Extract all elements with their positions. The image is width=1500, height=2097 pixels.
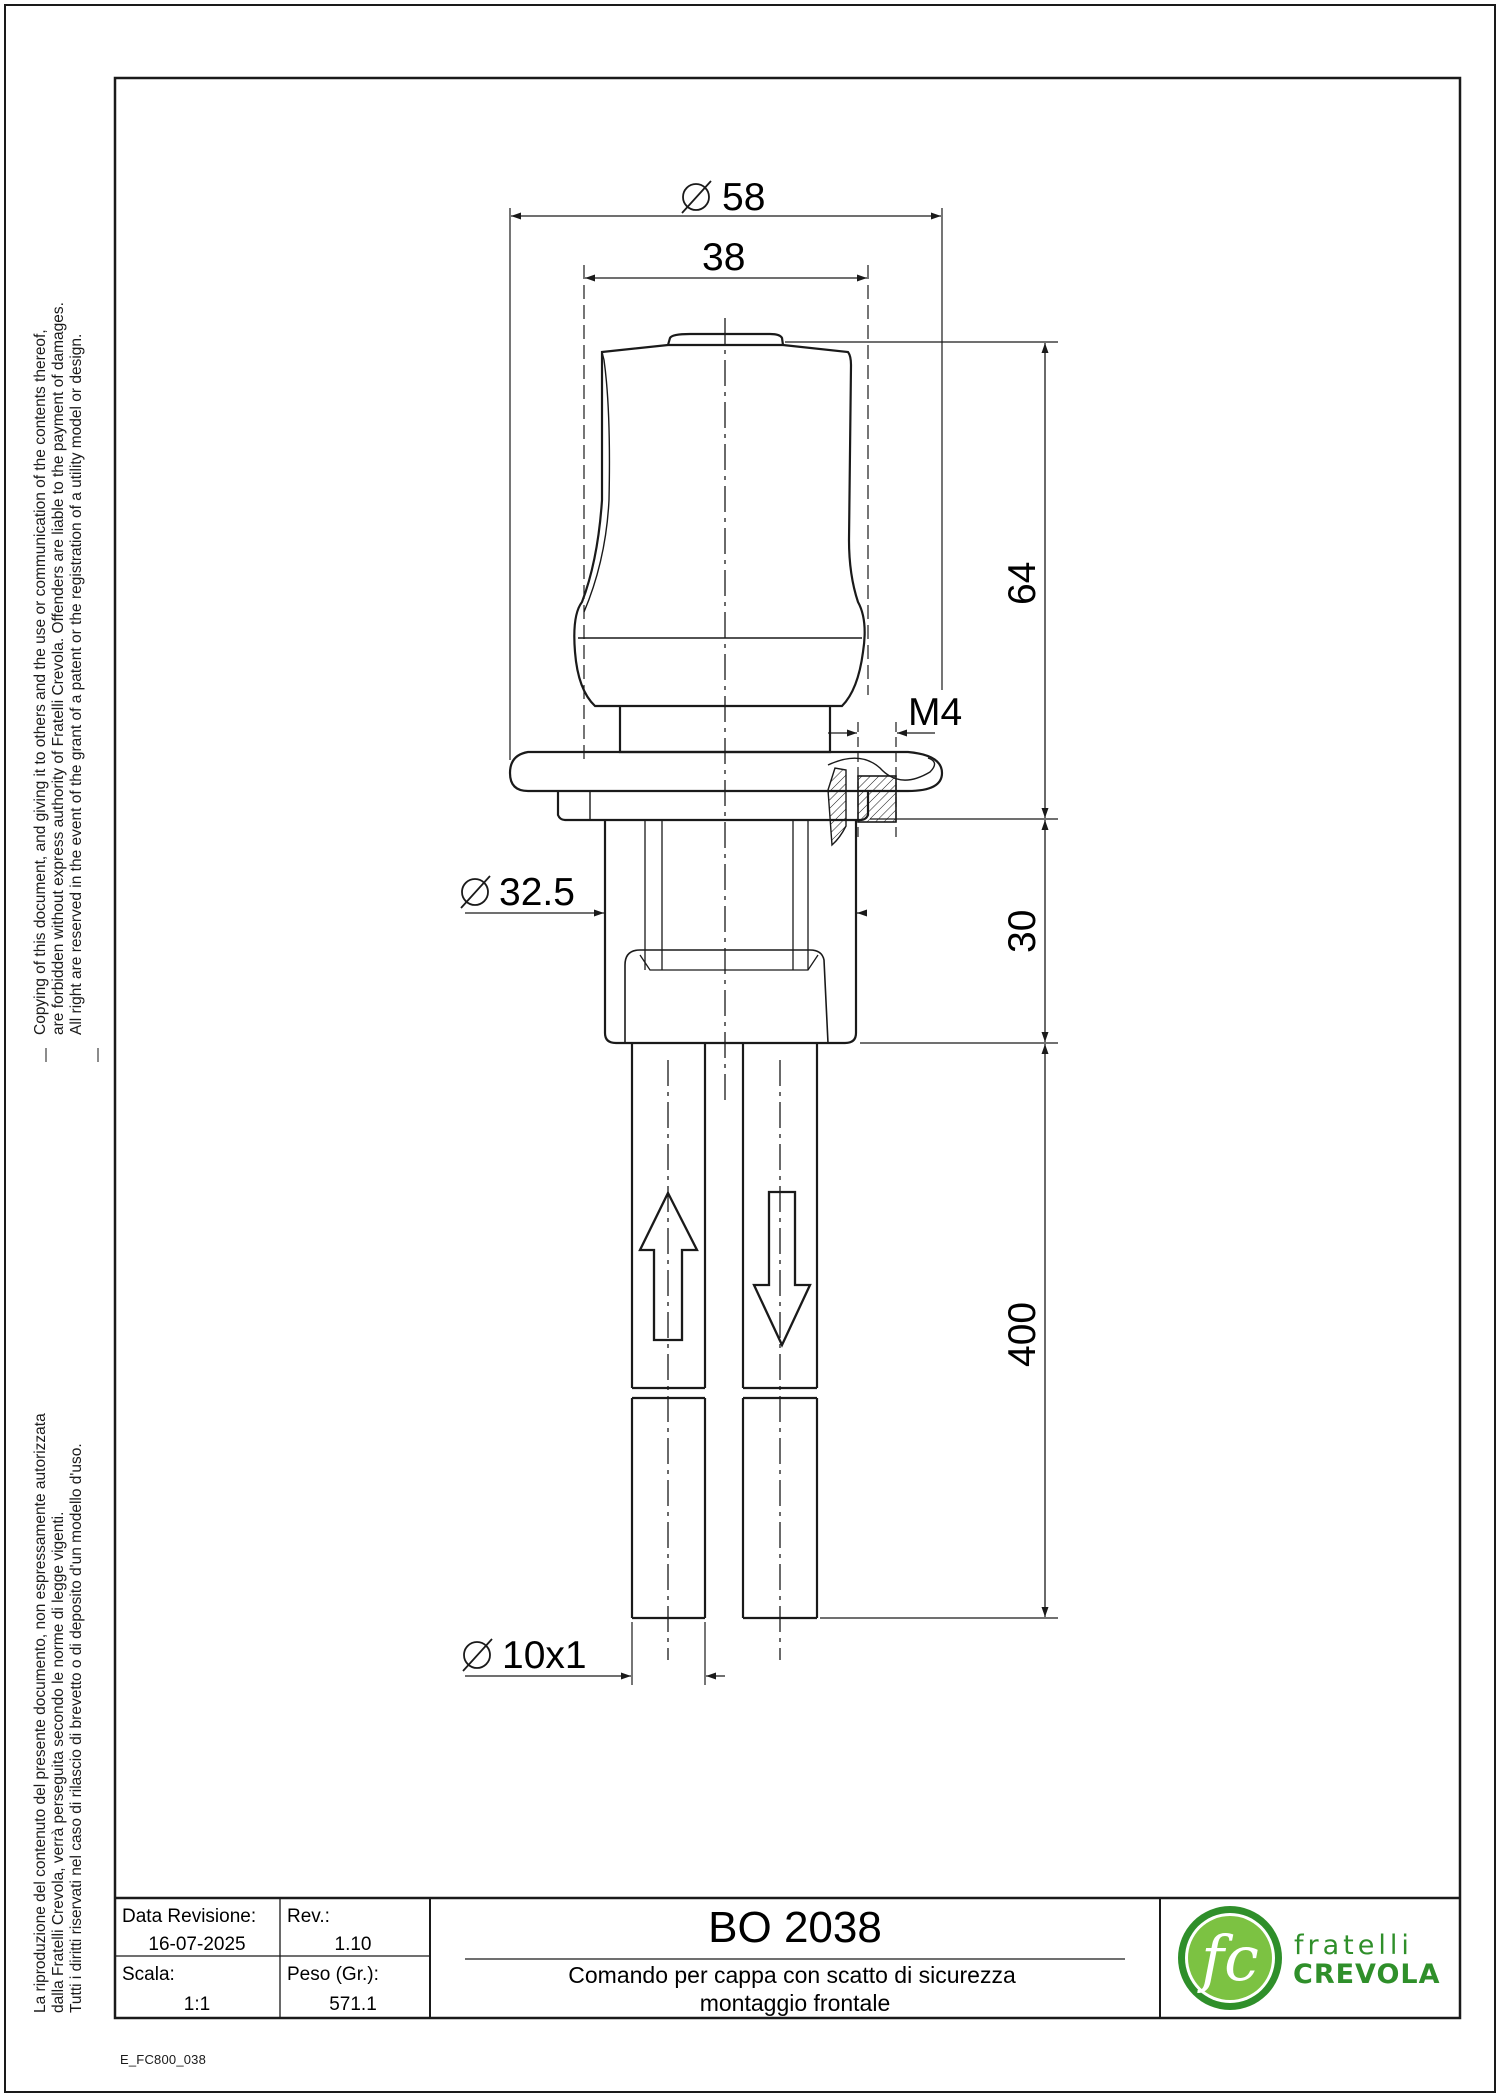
diameter-icon — [461, 876, 490, 908]
body-inner-bore — [645, 820, 808, 970]
copyright-it-line: dalla Fratelli Crevola, verrà perseguita secondo le norme di legge vigenti. — [50, 1511, 67, 2013]
revision-date-value: 16-07-2025 — [148, 1934, 246, 1955]
fratelli-crevola-logo — [1178, 1906, 1441, 2010]
product-code: BO 2038 — [708, 1903, 882, 1952]
copyright-note-italian — [32, 1413, 86, 2013]
dim-64-text: 64 — [1001, 561, 1044, 605]
body-window — [625, 950, 828, 1043]
drawing-code: E_FC800_038 — [120, 2052, 207, 2067]
knob-drawing — [510, 334, 942, 1618]
copyright-it-line: Tutti i diritti riservati nel caso di rilascio di brevetto o di deposito d'un modello d'uso. — [68, 1443, 85, 2013]
outer-border — [5, 5, 1495, 2092]
diameter-icon — [682, 181, 711, 213]
dim-10-text: 10x1 — [502, 1634, 587, 1677]
setscrew-hole — [858, 776, 896, 822]
knob-cap-outline — [574, 345, 864, 706]
rev-value: 1.10 — [334, 1934, 372, 1955]
dim-m4-text: M4 — [908, 691, 963, 734]
logo-line1: fratelli — [1294, 1930, 1413, 1961]
copyright-en-line: All right are reserved in the event of the grant of a patent or the registration of a utility model or design. — [68, 333, 85, 1035]
product-description-line2: montaggio frontale — [699, 1990, 891, 2016]
diameter-symbols — [461, 181, 711, 1671]
logo-monogram: fc — [1201, 1922, 1259, 1995]
drawing-frame — [115, 78, 1460, 2018]
weight-value: 571.1 — [329, 1994, 377, 2015]
rev-label: Rev.: — [287, 1906, 330, 1927]
revision-date-label: Data Revisione: — [122, 1906, 257, 1927]
knob-left-flare — [584, 352, 609, 612]
dim-400-text: 400 — [1001, 1301, 1044, 1367]
dim-38-text: 38 — [702, 236, 746, 279]
product-description-line1: Comando per cappa con scatto di sicurezza — [568, 1962, 1016, 1988]
scale-value: 1:1 — [183, 1994, 211, 2015]
diameter-icon — [463, 1639, 492, 1671]
dim-58-text: 58 — [722, 176, 766, 219]
flow-arrow-down — [754, 1192, 810, 1345]
copyright-it-line: La riproduzione del contenuto del presente documento, non espressamente autorizzata — [32, 1413, 49, 2013]
copyright-note-english — [32, 302, 86, 1035]
valve-body — [605, 820, 856, 1043]
body-window-inner — [640, 955, 818, 970]
centerlines — [668, 318, 780, 1660]
scale-label: Scala: — [122, 1964, 175, 1985]
logo-line2: CREVOLA — [1293, 1959, 1441, 1990]
dimension-lines — [465, 216, 1045, 1676]
flange-step — [558, 791, 868, 820]
weight-label: Peso (Gr.): — [287, 1964, 379, 1985]
setscrew-section — [828, 768, 846, 845]
dim-30-text: 30 — [1001, 909, 1044, 953]
copyright-en-line: Copying of this document, and giving it to others and the use or communication of the contents thereof, — [32, 329, 49, 1035]
copyright-en-line: are forbidden without express authority of Fratelli Crevola. Offenders are liable to the payment of damages. — [50, 302, 67, 1035]
extension-lines — [510, 208, 1058, 1685]
dim-32-text: 32.5 — [499, 871, 575, 914]
